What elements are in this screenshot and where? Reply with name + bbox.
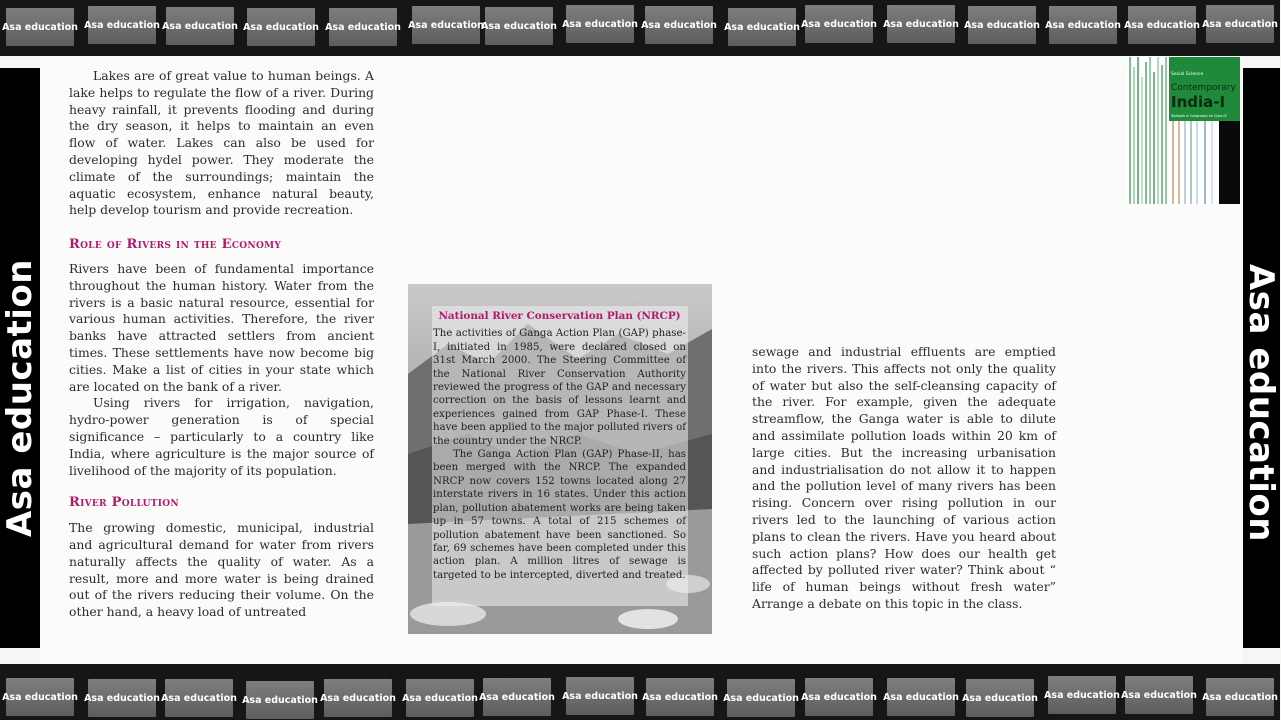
watermark-tile: Asa education [247, 8, 315, 46]
watermark-tile: Asa education [805, 5, 873, 43]
watermark-tile: Asa education [88, 6, 156, 44]
watermark-tile: Asa education [6, 8, 74, 46]
cover-title-line1: Contemporary [1171, 83, 1236, 93]
watermark-tile: Asa education [887, 5, 955, 43]
watermark-tile: Asa education [329, 8, 397, 46]
cover-dark-band [1219, 121, 1240, 204]
watermark-tile: Asa education [324, 679, 392, 717]
watermark-tile: Asa education [166, 7, 234, 45]
right-watermark-bar [1243, 68, 1280, 648]
watermark-tile: Asa education [646, 678, 714, 716]
cover-title-block [1169, 57, 1240, 121]
watermark-tile: Asa education [412, 6, 480, 44]
bottom-watermark-strip [0, 664, 1280, 720]
watermark-tile: Asa education [1206, 678, 1274, 716]
watermark-tile: Asa education [1206, 5, 1274, 43]
left-watermark-text: Asa education [0, 258, 40, 538]
watermark-tile: Asa education [887, 678, 955, 716]
economy-heading: Role of Rivers in the Economy [69, 237, 282, 253]
economy-paragraph-2: Using rivers for irrigation, navigation, hydro-power generation is of special significance – particularly to a country like India, where agriculture is the major source of livelihood of the majority of its population. [69, 395, 374, 478]
pollution-paragraph: The growing domestic, municipal, industrial and agricultural demand for water from rivers naturally affects the quality of water. As a result, more and more water is being drained out of the rivers reducing their volume. On the other hand, a heavy load of untreated [69, 520, 374, 620]
book-cover-thumbnail [1127, 57, 1240, 204]
left-text-column [69, 68, 374, 621]
watermark-tile: Asa education [1125, 676, 1193, 714]
watermark-tile: Asa education [6, 678, 74, 716]
nrcp-paragraph-1: The activities of Ganga Action Plan (GAP) phase-I, initiated in 1985, were declared closed on 31st March 2000. The Steering Committee of the National River Conservation Authority reviewed the progress of the GAP and necessary correction on the basis of lessons learnt and experiences gained from GAP Phase-I. These have been applied to the major polluted rivers of the country under the NRCP. [433, 328, 686, 447]
pollution-heading: River Pollution [69, 495, 179, 511]
cover-subject: Social Science [1171, 72, 1204, 77]
cover-title-line2: India-I [1171, 93, 1226, 111]
watermark-tile: Asa education [1049, 6, 1117, 44]
sewage-paragraph: sewage and industrial effluents are emptied into the rivers. This affects not only the quality of water but also the self-cleansing capacity of the river. For example, given the adequate streamflow, the Ganga water is able to dilute and assimilate pollution loads within 20 km of large cities. But the increasing urbanisation and industrialisation do not allow it to happen and the pollution level of many rivers has been rising. Concern over rising pollution in our rivers led to the launching of various action plans to clean the rivers. Have you heard about such action plans? How does our health get affected by polluted river water? Think about “ life of human beings without fresh water” Arrange a debate on this topic in the class. [752, 344, 1056, 611]
nrcp-title: National River Conservation Plan (NRCP) [438, 310, 681, 322]
watermark-tile: Asa education [1048, 676, 1116, 714]
economy-paragraph-1: Rivers have been of fundamental importance throughout the human history. Water from the rivers is a basic natural resource, essential for various human activities. Therefore, the river banks have attracted settlers from ancient times. These settlements have now become big cities. Make a list of cities in your state which are located on the bank of a river. [69, 260, 374, 394]
watermark-tile: Asa education [246, 681, 314, 719]
watermark-tile: Asa education [165, 679, 233, 717]
nrcp-info-box [408, 284, 712, 634]
watermark-tile: Asa education [88, 679, 156, 717]
watermark-tile: Asa education [485, 7, 553, 45]
nrcp-text [433, 310, 686, 582]
watermark-tile: Asa education [645, 6, 713, 44]
watermark-tile: Asa education [805, 678, 873, 716]
watermark-tile: Asa education [483, 678, 551, 716]
watermark-tile: Asa education [406, 679, 474, 717]
right-text-column [752, 344, 1056, 613]
left-watermark-bar [0, 68, 40, 648]
watermark-tile: Asa education [1128, 6, 1196, 44]
bottom-watermark-tiles [0, 664, 1280, 720]
watermark-tile: Asa education [566, 5, 634, 43]
right-watermark-text: Asa education [1241, 263, 1281, 543]
watermark-tile: Asa education [968, 6, 1036, 44]
watermark-tile: Asa education [566, 677, 634, 715]
top-watermark-strip [0, 0, 1280, 56]
watermark-tile: Asa education [727, 679, 795, 717]
lakes-paragraph: Lakes are of great value to human beings. A lake helps to regulate the flow of a river. During heavy rainfall, it prevents flooding and during the dry season, it helps to maintain an even flow of water. Lakes can also be used for developing hydel power. They moderate the climate of the surroundings; maintain the aquatic ecosystem, enhance natural beauty, help develop tourism and provide recreation. [69, 68, 374, 218]
cover-subtitle: Textbook in Geography for Class IX [1171, 114, 1227, 118]
watermark-tile: Asa education [966, 679, 1034, 717]
top-watermark-tiles [0, 0, 1280, 56]
watermark-tile: Asa education [728, 8, 796, 46]
nrcp-paragraph-2: The Ganga Action Plan (GAP) Phase-II, has been merged with the NRCP. The expanded NRCP now covers 152 towns located along 27 interstate rivers in 16 states. Under this action plan, pollution abatement works are being taken up in 57 towns. A total of 215 schemes of pollution abatement have been sanctioned. So far, 69 schemes have been completed under this action plan. A million litres of sewage is targeted to be intercepted, diverted and treated. [433, 449, 686, 581]
